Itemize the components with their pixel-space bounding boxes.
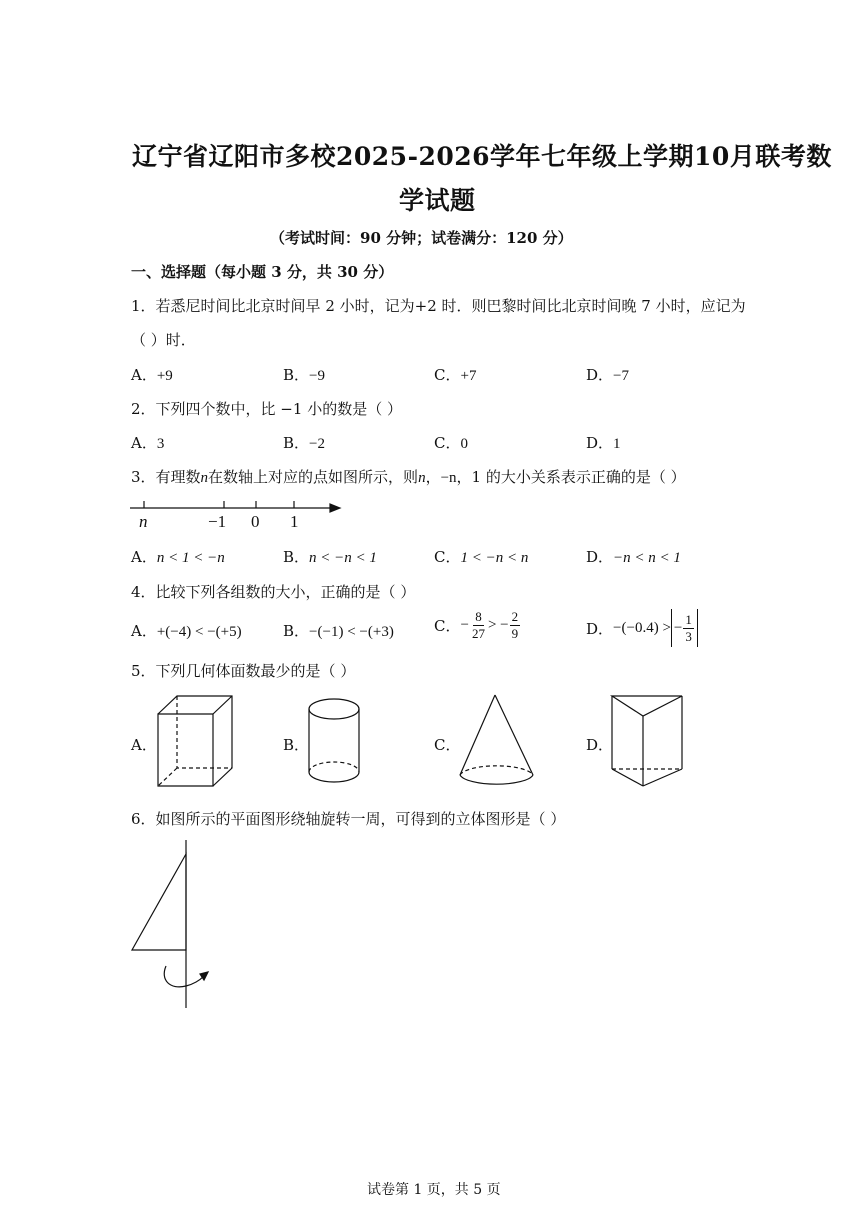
- section-heading: 一、选择题（每小题 3 分，共 30 分）: [131, 263, 394, 281]
- right-triangle: [132, 854, 186, 950]
- question-1-text-line2: （ ）时．: [131, 331, 196, 349]
- question-2-option-b: B．−2: [283, 434, 325, 452]
- axis-label-neg1: −1: [208, 512, 227, 531]
- question-5-text: 5．下列几何体面数最少的是（ ）: [131, 662, 356, 680]
- question-4-text: 4．比较下列各组数的大小，正确的是（ ）: [131, 583, 416, 601]
- question-5-option-d-label: D．: [586, 736, 614, 754]
- exam-info: （考试时间：90 分钟；试卷满分：120 分）: [270, 229, 573, 247]
- question-3-option-a: A．n < 1 < −n: [131, 548, 225, 566]
- rotation-figure: [130, 840, 220, 1010]
- question-2-option-d: D．1: [586, 434, 621, 452]
- number-line-figure: [130, 498, 350, 538]
- page-title-line2: 学试题: [399, 186, 476, 215]
- question-1-option-b: B．−9: [283, 366, 325, 384]
- question-2-text: 2．下列四个数中，比 −1 小的数是（ ）: [131, 400, 402, 418]
- cube-figure: [155, 694, 235, 789]
- question-2-option-a: A．3: [131, 434, 165, 452]
- question-4-option-a: A．+(−4) < −(+5): [131, 622, 242, 640]
- question-4-option-b: B．−(−1) < −(+3): [283, 622, 394, 640]
- rotation-arrow: [164, 966, 204, 987]
- question-1-option-d: D．−7: [586, 366, 629, 384]
- question-3-option-c: C．1 < −n < n: [434, 548, 529, 566]
- question-1-option-a: A．+9: [131, 366, 173, 384]
- question-1-text-line1: 1．若悉尼时间比北京时间早 2 小时，记为+2 时．则巴黎时间比北京时间晚 7 小时，应记为: [131, 297, 746, 315]
- question-3-text: 3．有理数n在数轴上对应的点如图所示，则n，−n，1 的大小关系表示正确的是（ ）: [131, 468, 686, 486]
- question-4-option-c: C． − $\frac{8}{27}$ > − $\frac{2}{9}$: [434, 609, 519, 641]
- axis-label-n: n: [139, 512, 148, 531]
- question-3-option-b: B．n < −n < 1: [283, 548, 377, 566]
- question-5-option-b-label: B．: [283, 736, 310, 754]
- absolute-value: − $\frac{1}{3}$: [671, 609, 698, 647]
- axis-label-0: 0: [251, 512, 260, 531]
- page-title-line1: 辽宁省辽阳市多校2025-2026学年七年级上学期10月联考数: [132, 142, 832, 171]
- question-5-option-c-label: C．: [434, 736, 461, 754]
- question-6-text: 6．如图所示的平面图形绕轴旋转一周，可得到的立体图形是（ ）: [131, 810, 566, 828]
- cylinder-figure: [306, 695, 366, 785]
- question-2-option-c: C．0: [434, 434, 468, 452]
- number-line-arrowhead: [330, 504, 340, 512]
- cone-figure: [458, 693, 538, 793]
- axis-label-1: 1: [290, 512, 299, 531]
- page-footer: 试卷第 1 页，共 5 页: [367, 1182, 501, 1198]
- question-1-option-c: C．+7: [434, 366, 477, 384]
- question-4-option-d: D． −(−0.4) > − $\frac{1}{3}$: [586, 609, 698, 647]
- question-3-option-d: D．−n < n < 1: [586, 548, 681, 566]
- triangular-prism-figure: [610, 694, 690, 784]
- question-5-option-a-label: A．: [131, 736, 157, 754]
